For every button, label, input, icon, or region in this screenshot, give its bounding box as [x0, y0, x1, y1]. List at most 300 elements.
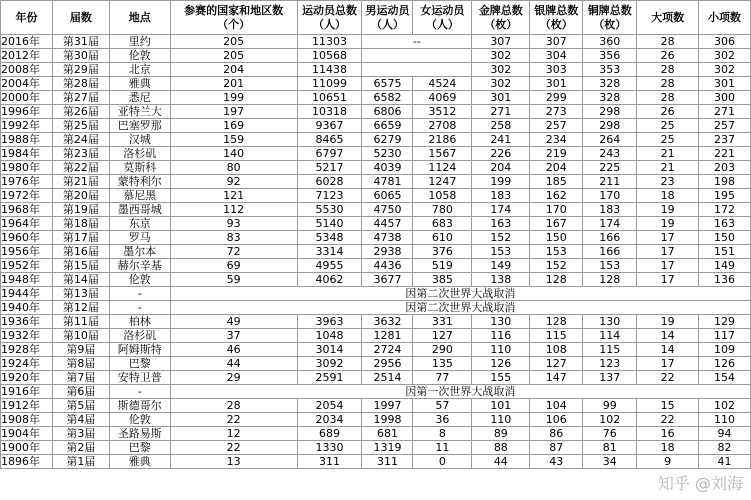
cell-silver[interactable]: 86 [530, 427, 583, 441]
header-athletes[interactable] [297, 1, 362, 35]
cell-host[interactable]: 安特卫普 [109, 371, 170, 385]
cell-gold[interactable]: 88 [472, 441, 530, 455]
cell-edition[interactable]: 第12届 [52, 301, 109, 315]
cell-silver[interactable]: 127 [530, 357, 583, 371]
cell-bronze[interactable]: 211 [583, 175, 637, 189]
cell-athletes[interactable]: 10318 [297, 105, 362, 119]
cell-year[interactable]: 1952年 [1, 259, 53, 273]
cell-events[interactable]: 300 [699, 91, 751, 105]
cell-bronze[interactable]: 170 [583, 189, 637, 203]
cell-women[interactable]: 1124 [413, 161, 472, 175]
cell-sports[interactable]: 17 [637, 231, 699, 245]
cell-edition[interactable]: 第20届 [52, 189, 109, 203]
cell-events[interactable]: 150 [699, 231, 751, 245]
cell-silver[interactable]: 307 [530, 35, 583, 49]
cell-athletes[interactable]: 5140 [297, 217, 362, 231]
cell-women[interactable]: 0 [413, 455, 472, 469]
cell-bronze[interactable]: 99 [583, 399, 637, 413]
cell-athletes[interactable]: 11099 [297, 77, 362, 91]
cell-sports[interactable]: 28 [637, 63, 699, 77]
cell-host[interactable]: 里约 [109, 35, 170, 49]
cell-events[interactable]: 151 [699, 245, 751, 259]
cell-silver[interactable]: 170 [530, 203, 583, 217]
cell-bronze[interactable]: 174 [583, 217, 637, 231]
cell-bronze[interactable]: 123 [583, 357, 637, 371]
cell-athletes[interactable]: 3314 [297, 245, 362, 259]
cell-sports[interactable]: 18 [637, 189, 699, 203]
cell-year[interactable]: 2000年 [1, 91, 53, 105]
cell-host[interactable]: 东京 [109, 217, 170, 231]
cell-women[interactable]: 4069 [413, 91, 472, 105]
cell-countries[interactable]: 44 [170, 357, 297, 371]
cell-men[interactable]: 6065 [362, 189, 413, 203]
cell-edition[interactable]: 第4届 [52, 413, 109, 427]
cell-sports[interactable]: 25 [637, 119, 699, 133]
cell-women[interactable]: 385 [413, 273, 472, 287]
cell-bronze[interactable]: 130 [583, 315, 637, 329]
cell-events[interactable]: 82 [699, 441, 751, 455]
cell-athletes[interactable]: 11438 [297, 63, 362, 77]
cell-host[interactable]: 蒙特利尔 [109, 175, 170, 189]
cell-women[interactable]: 1058 [413, 189, 472, 203]
cell-year[interactable]: 1996年 [1, 105, 53, 119]
cell-women[interactable]: 519 [413, 259, 472, 273]
cell-events[interactable]: 198 [699, 175, 751, 189]
cell-women[interactable]: 376 [413, 245, 472, 259]
cell-events[interactable]: 126 [699, 357, 751, 371]
cell-silver[interactable]: 303 [530, 63, 583, 77]
cell-year[interactable]: 1984年 [1, 147, 53, 161]
cell-cancel-note[interactable]: 因第一次世界大战取消 [170, 385, 750, 399]
cell-countries[interactable]: 112 [170, 203, 297, 217]
cell-women[interactable]: 127 [413, 329, 472, 343]
cell-bronze[interactable]: 225 [583, 161, 637, 175]
cell-events[interactable]: 302 [699, 49, 751, 63]
cell-gender-na[interactable]: -- [362, 35, 472, 49]
cell-men[interactable]: 6659 [362, 119, 413, 133]
cell-edition[interactable]: 第5届 [52, 399, 109, 413]
cell-edition[interactable]: 第14届 [52, 273, 109, 287]
cell-sports[interactable]: 28 [637, 35, 699, 49]
cell-host[interactable]: 阿姆斯特 [109, 343, 170, 357]
cell-host[interactable]: 洛杉矶 [109, 329, 170, 343]
cell-events[interactable]: 149 [699, 259, 751, 273]
cell-countries[interactable]: 37 [170, 329, 297, 343]
cell-bronze[interactable]: 81 [583, 441, 637, 455]
cell-women[interactable]: 77 [413, 371, 472, 385]
cell-women[interactable]: 4524 [413, 77, 472, 91]
cell-sports[interactable]: 25 [637, 133, 699, 147]
cell-bronze[interactable]: 115 [583, 343, 637, 357]
cell-gold[interactable]: 126 [472, 357, 530, 371]
cell-edition[interactable]: 第6届 [52, 385, 109, 399]
cell-host[interactable]: 悉尼 [109, 91, 170, 105]
cell-silver[interactable]: 108 [530, 343, 583, 357]
cell-athletes[interactable]: 1330 [297, 441, 362, 455]
cell-women[interactable]: 780 [413, 203, 472, 217]
cell-host[interactable]: 雅典 [109, 455, 170, 469]
header-gold[interactable] [472, 1, 530, 35]
cell-bronze[interactable]: 166 [583, 231, 637, 245]
cell-host[interactable]: 斯德哥尔 [109, 399, 170, 413]
cell-events[interactable]: 301 [699, 77, 751, 91]
cell-athletes[interactable]: 311 [297, 455, 362, 469]
cell-silver[interactable]: 185 [530, 175, 583, 189]
cell-host[interactable]: 伦敦 [109, 49, 170, 63]
cell-men[interactable]: 6582 [362, 91, 413, 105]
cell-men[interactable]: 311 [362, 455, 413, 469]
cell-men[interactable]: 1281 [362, 329, 413, 343]
cell-silver[interactable]: 128 [530, 273, 583, 287]
cell-men[interactable]: 4436 [362, 259, 413, 273]
cell-events[interactable]: 195 [699, 189, 751, 203]
cell-gold[interactable]: 101 [472, 399, 530, 413]
cell-athletes[interactable]: 1048 [297, 329, 362, 343]
cell-sports[interactable]: 22 [637, 413, 699, 427]
cell-year[interactable]: 1956年 [1, 245, 53, 259]
cell-year[interactable]: 1992年 [1, 119, 53, 133]
cell-bronze[interactable]: 298 [583, 119, 637, 133]
cell-men[interactable]: 1998 [362, 413, 413, 427]
cell-men[interactable]: 2724 [362, 343, 413, 357]
cell-gold[interactable]: 110 [472, 413, 530, 427]
cell-host[interactable]: 巴黎 [109, 441, 170, 455]
cell-men[interactable]: 6575 [362, 77, 413, 91]
cell-year[interactable]: 1964年 [1, 217, 53, 231]
cell-bronze[interactable]: 137 [583, 371, 637, 385]
cell-men[interactable]: 2956 [362, 357, 413, 371]
cell-men[interactable]: 5230 [362, 147, 413, 161]
cell-gold[interactable]: 138 [472, 273, 530, 287]
cell-gold[interactable]: 110 [472, 343, 530, 357]
cell-sports[interactable]: 28 [637, 91, 699, 105]
cell-athletes[interactable]: 8465 [297, 133, 362, 147]
cell-sports[interactable]: 17 [637, 357, 699, 371]
cell-year[interactable]: 1936年 [1, 315, 53, 329]
cell-events[interactable]: 94 [699, 427, 751, 441]
cell-edition[interactable]: 第8届 [52, 357, 109, 371]
cell-bronze[interactable]: 102 [583, 413, 637, 427]
cell-events[interactable]: 136 [699, 273, 751, 287]
cell-women[interactable]: 3512 [413, 105, 472, 119]
cell-edition[interactable]: 第30届 [52, 49, 109, 63]
cell-gold[interactable]: 155 [472, 371, 530, 385]
cell-men[interactable]: 681 [362, 427, 413, 441]
cell-silver[interactable]: 219 [530, 147, 583, 161]
cell-athletes[interactable]: 4062 [297, 273, 362, 287]
cell-gold[interactable]: 302 [472, 77, 530, 91]
cell-gold[interactable]: 307 [472, 35, 530, 49]
cell-silver[interactable]: 167 [530, 217, 583, 231]
cell-host[interactable]: 汉城 [109, 133, 170, 147]
cell-year[interactable]: 1960年 [1, 231, 53, 245]
cell-edition[interactable]: 第10届 [52, 329, 109, 343]
cell-athletes[interactable]: 6797 [297, 147, 362, 161]
cell-countries[interactable]: 121 [170, 189, 297, 203]
cell-edition[interactable]: 第17届 [52, 231, 109, 245]
cell-women[interactable]: 2186 [413, 133, 472, 147]
cell-events[interactable]: 110 [699, 413, 751, 427]
cell-host[interactable]: 巴塞罗那 [109, 119, 170, 133]
cell-silver[interactable]: 147 [530, 371, 583, 385]
cell-athletes[interactable]: 5348 [297, 231, 362, 245]
cell-year[interactable]: 1900年 [1, 441, 53, 455]
cell-year[interactable]: 2008年 [1, 63, 53, 77]
header-bronze[interactable] [583, 1, 637, 35]
cell-sports[interactable]: 15 [637, 399, 699, 413]
cell-silver[interactable]: 43 [530, 455, 583, 469]
cell-athletes[interactable]: 3092 [297, 357, 362, 371]
cell-gold[interactable]: 302 [472, 63, 530, 77]
cell-edition[interactable]: 第7届 [52, 371, 109, 385]
header-women[interactable] [413, 1, 472, 35]
cell-events[interactable]: 302 [699, 63, 751, 77]
cell-cancel-note[interactable]: 因第二次世界大战取消 [170, 301, 750, 315]
cell-women[interactable]: 1567 [413, 147, 472, 161]
cell-silver[interactable]: 304 [530, 49, 583, 63]
cell-men[interactable]: 6279 [362, 133, 413, 147]
cell-events[interactable]: 163 [699, 217, 751, 231]
cell-bronze[interactable]: 153 [583, 259, 637, 273]
cell-gold[interactable]: 163 [472, 217, 530, 231]
cell-year[interactable]: 1940年 [1, 301, 53, 315]
header-year[interactable] [1, 1, 53, 35]
cell-countries[interactable]: 201 [170, 77, 297, 91]
cell-gold[interactable]: 152 [472, 231, 530, 245]
cell-women[interactable]: 610 [413, 231, 472, 245]
cell-men[interactable]: 3677 [362, 273, 413, 287]
cell-gold[interactable]: 226 [472, 147, 530, 161]
cell-countries[interactable]: 59 [170, 273, 297, 287]
cell-countries[interactable]: 28 [170, 399, 297, 413]
cell-athletes[interactable]: 3963 [297, 315, 362, 329]
cell-edition[interactable]: 第1届 [52, 455, 109, 469]
cell-host[interactable]: 伦敦 [109, 413, 170, 427]
cell-year[interactable]: 1932年 [1, 329, 53, 343]
cell-gold[interactable]: 271 [472, 105, 530, 119]
cell-countries[interactable]: 159 [170, 133, 297, 147]
cell-events[interactable]: 237 [699, 133, 751, 147]
cell-gold[interactable]: 199 [472, 175, 530, 189]
cell-athletes[interactable]: 3014 [297, 343, 362, 357]
header-edition[interactable] [52, 1, 109, 35]
cell-events[interactable]: 172 [699, 203, 751, 217]
cell-sports[interactable]: 17 [637, 259, 699, 273]
cell-sports[interactable]: 19 [637, 315, 699, 329]
cell-edition[interactable]: 第3届 [52, 427, 109, 441]
cell-edition[interactable]: 第2届 [52, 441, 109, 455]
cell-edition[interactable]: 第31届 [52, 35, 109, 49]
cell-countries[interactable]: 205 [170, 49, 297, 63]
cell-year[interactable]: 1928年 [1, 343, 53, 357]
header-sports[interactable] [637, 1, 699, 35]
cell-year[interactable]: 2016年 [1, 35, 53, 49]
cell-edition[interactable]: 第9届 [52, 343, 109, 357]
cell-women[interactable]: 8 [413, 427, 472, 441]
cell-women[interactable]: 2708 [413, 119, 472, 133]
cell-gold[interactable]: 241 [472, 133, 530, 147]
cell-year[interactable]: 1912年 [1, 399, 53, 413]
cell-sports[interactable]: 21 [637, 147, 699, 161]
cell-year[interactable]: 1980年 [1, 161, 53, 175]
cell-gold[interactable]: 174 [472, 203, 530, 217]
cell-year[interactable]: 1948年 [1, 273, 53, 287]
cell-gold[interactable]: 258 [472, 119, 530, 133]
cell-gender-na[interactable] [362, 63, 472, 77]
cell-edition[interactable]: 第11届 [52, 315, 109, 329]
cell-sports[interactable]: 26 [637, 105, 699, 119]
cell-sports[interactable]: 17 [637, 273, 699, 287]
cell-countries[interactable]: 93 [170, 217, 297, 231]
cell-sports[interactable]: 9 [637, 455, 699, 469]
cell-bronze[interactable]: 114 [583, 329, 637, 343]
cell-athletes[interactable]: 11303 [297, 35, 362, 49]
header-men[interactable] [362, 1, 413, 35]
cell-host[interactable]: 巴黎 [109, 357, 170, 371]
cell-gold[interactable]: 302 [472, 49, 530, 63]
cell-men[interactable]: 4781 [362, 175, 413, 189]
cell-host[interactable]: 伦敦 [109, 273, 170, 287]
cell-events[interactable]: 271 [699, 105, 751, 119]
cell-women[interactable]: 683 [413, 217, 472, 231]
cell-sports[interactable]: 18 [637, 441, 699, 455]
cell-host[interactable]: 莫斯科 [109, 161, 170, 175]
cell-events[interactable]: 117 [699, 329, 751, 343]
cell-bronze[interactable]: 328 [583, 77, 637, 91]
cell-gold[interactable]: 130 [472, 315, 530, 329]
cell-edition[interactable]: 第22届 [52, 161, 109, 175]
cell-host[interactable]: 慕尼黑 [109, 189, 170, 203]
cell-men[interactable]: 2514 [362, 371, 413, 385]
cell-host[interactable]: 柏林 [109, 315, 170, 329]
cell-silver[interactable]: 234 [530, 133, 583, 147]
cell-year[interactable]: 1968年 [1, 203, 53, 217]
cell-events[interactable]: 257 [699, 119, 751, 133]
cell-year[interactable]: 1976年 [1, 175, 53, 189]
cell-men[interactable]: 1319 [362, 441, 413, 455]
cell-year[interactable]: 2012年 [1, 49, 53, 63]
cell-silver[interactable]: 104 [530, 399, 583, 413]
cell-host[interactable]: 北京 [109, 63, 170, 77]
cell-gold[interactable]: 44 [472, 455, 530, 469]
cell-women[interactable]: 1247 [413, 175, 472, 189]
cell-athletes[interactable]: 6028 [297, 175, 362, 189]
cell-edition[interactable]: 第23届 [52, 147, 109, 161]
cell-year[interactable]: 1924年 [1, 357, 53, 371]
cell-athletes[interactable]: 2034 [297, 413, 362, 427]
cell-athletes[interactable]: 2591 [297, 371, 362, 385]
cell-silver[interactable]: 150 [530, 231, 583, 245]
cell-sports[interactable]: 22 [637, 371, 699, 385]
cell-silver[interactable]: 299 [530, 91, 583, 105]
cell-silver[interactable]: 162 [530, 189, 583, 203]
cell-women[interactable]: 135 [413, 357, 472, 371]
cell-countries[interactable]: 204 [170, 63, 297, 77]
cell-silver[interactable]: 204 [530, 161, 583, 175]
cell-gold[interactable]: 183 [472, 189, 530, 203]
cell-gold[interactable]: 89 [472, 427, 530, 441]
cell-edition[interactable]: 第24届 [52, 133, 109, 147]
cell-bronze[interactable]: 128 [583, 273, 637, 287]
cell-gold[interactable]: 301 [472, 91, 530, 105]
cell-silver[interactable]: 152 [530, 259, 583, 273]
cell-athletes[interactable]: 2054 [297, 399, 362, 413]
cell-sports[interactable]: 28 [637, 77, 699, 91]
cell-countries[interactable]: 199 [170, 91, 297, 105]
cell-edition[interactable]: 第19届 [52, 203, 109, 217]
cell-men[interactable]: 2938 [362, 245, 413, 259]
cell-host[interactable]: 雅典 [109, 77, 170, 91]
cell-host[interactable]: 墨尔本 [109, 245, 170, 259]
cell-sports[interactable]: 14 [637, 329, 699, 343]
cell-athletes[interactable]: 5217 [297, 161, 362, 175]
cell-bronze[interactable]: 166 [583, 245, 637, 259]
cell-events[interactable]: 109 [699, 343, 751, 357]
cell-host[interactable]: - [109, 301, 170, 315]
cell-silver[interactable]: 128 [530, 315, 583, 329]
cell-athletes[interactable]: 7123 [297, 189, 362, 203]
cell-events[interactable]: 41 [699, 455, 751, 469]
cell-men[interactable]: 1997 [362, 399, 413, 413]
cell-bronze[interactable]: 243 [583, 147, 637, 161]
cell-silver[interactable]: 273 [530, 105, 583, 119]
cell-events[interactable]: 102 [699, 399, 751, 413]
cell-countries[interactable]: 72 [170, 245, 297, 259]
cell-year[interactable]: 1944年 [1, 287, 53, 301]
cell-countries[interactable]: 140 [170, 147, 297, 161]
cell-bronze[interactable]: 183 [583, 203, 637, 217]
cell-countries[interactable]: 46 [170, 343, 297, 357]
header-countries[interactable] [170, 1, 297, 35]
cell-year[interactable]: 1904年 [1, 427, 53, 441]
cell-edition[interactable]: 第27届 [52, 91, 109, 105]
cell-year[interactable]: 1916年 [1, 385, 53, 399]
cell-countries[interactable]: 22 [170, 413, 297, 427]
cell-edition[interactable]: 第13届 [52, 287, 109, 301]
cell-silver[interactable]: 153 [530, 245, 583, 259]
cell-edition[interactable]: 第21届 [52, 175, 109, 189]
cell-sports[interactable]: 26 [637, 49, 699, 63]
cell-host[interactable]: 罗马 [109, 231, 170, 245]
cell-events[interactable]: 154 [699, 371, 751, 385]
cell-events[interactable]: 129 [699, 315, 751, 329]
cell-sports[interactable]: 17 [637, 245, 699, 259]
cell-edition[interactable]: 第29届 [52, 63, 109, 77]
cell-events[interactable]: 306 [699, 35, 751, 49]
cell-athletes[interactable]: 10651 [297, 91, 362, 105]
cell-countries[interactable]: 69 [170, 259, 297, 273]
header-silver[interactable] [530, 1, 583, 35]
cell-sports[interactable]: 23 [637, 175, 699, 189]
cell-sports[interactable]: 21 [637, 161, 699, 175]
cell-host[interactable]: 赫尔辛基 [109, 259, 170, 273]
cell-cancel-note[interactable]: 因第二次世界大战取消 [170, 287, 750, 301]
cell-silver[interactable]: 106 [530, 413, 583, 427]
cell-athletes[interactable]: 10568 [297, 49, 362, 63]
cell-host[interactable]: 墨西哥城 [109, 203, 170, 217]
cell-countries[interactable]: 80 [170, 161, 297, 175]
cell-countries[interactable]: 92 [170, 175, 297, 189]
cell-bronze[interactable]: 328 [583, 91, 637, 105]
cell-year[interactable]: 2004年 [1, 77, 53, 91]
cell-silver[interactable]: 301 [530, 77, 583, 91]
cell-sports[interactable]: 19 [637, 217, 699, 231]
cell-host[interactable]: 亚特兰大 [109, 105, 170, 119]
cell-countries[interactable]: 169 [170, 119, 297, 133]
cell-countries[interactable]: 13 [170, 455, 297, 469]
cell-gold[interactable]: 153 [472, 245, 530, 259]
cell-countries[interactable]: 29 [170, 371, 297, 385]
